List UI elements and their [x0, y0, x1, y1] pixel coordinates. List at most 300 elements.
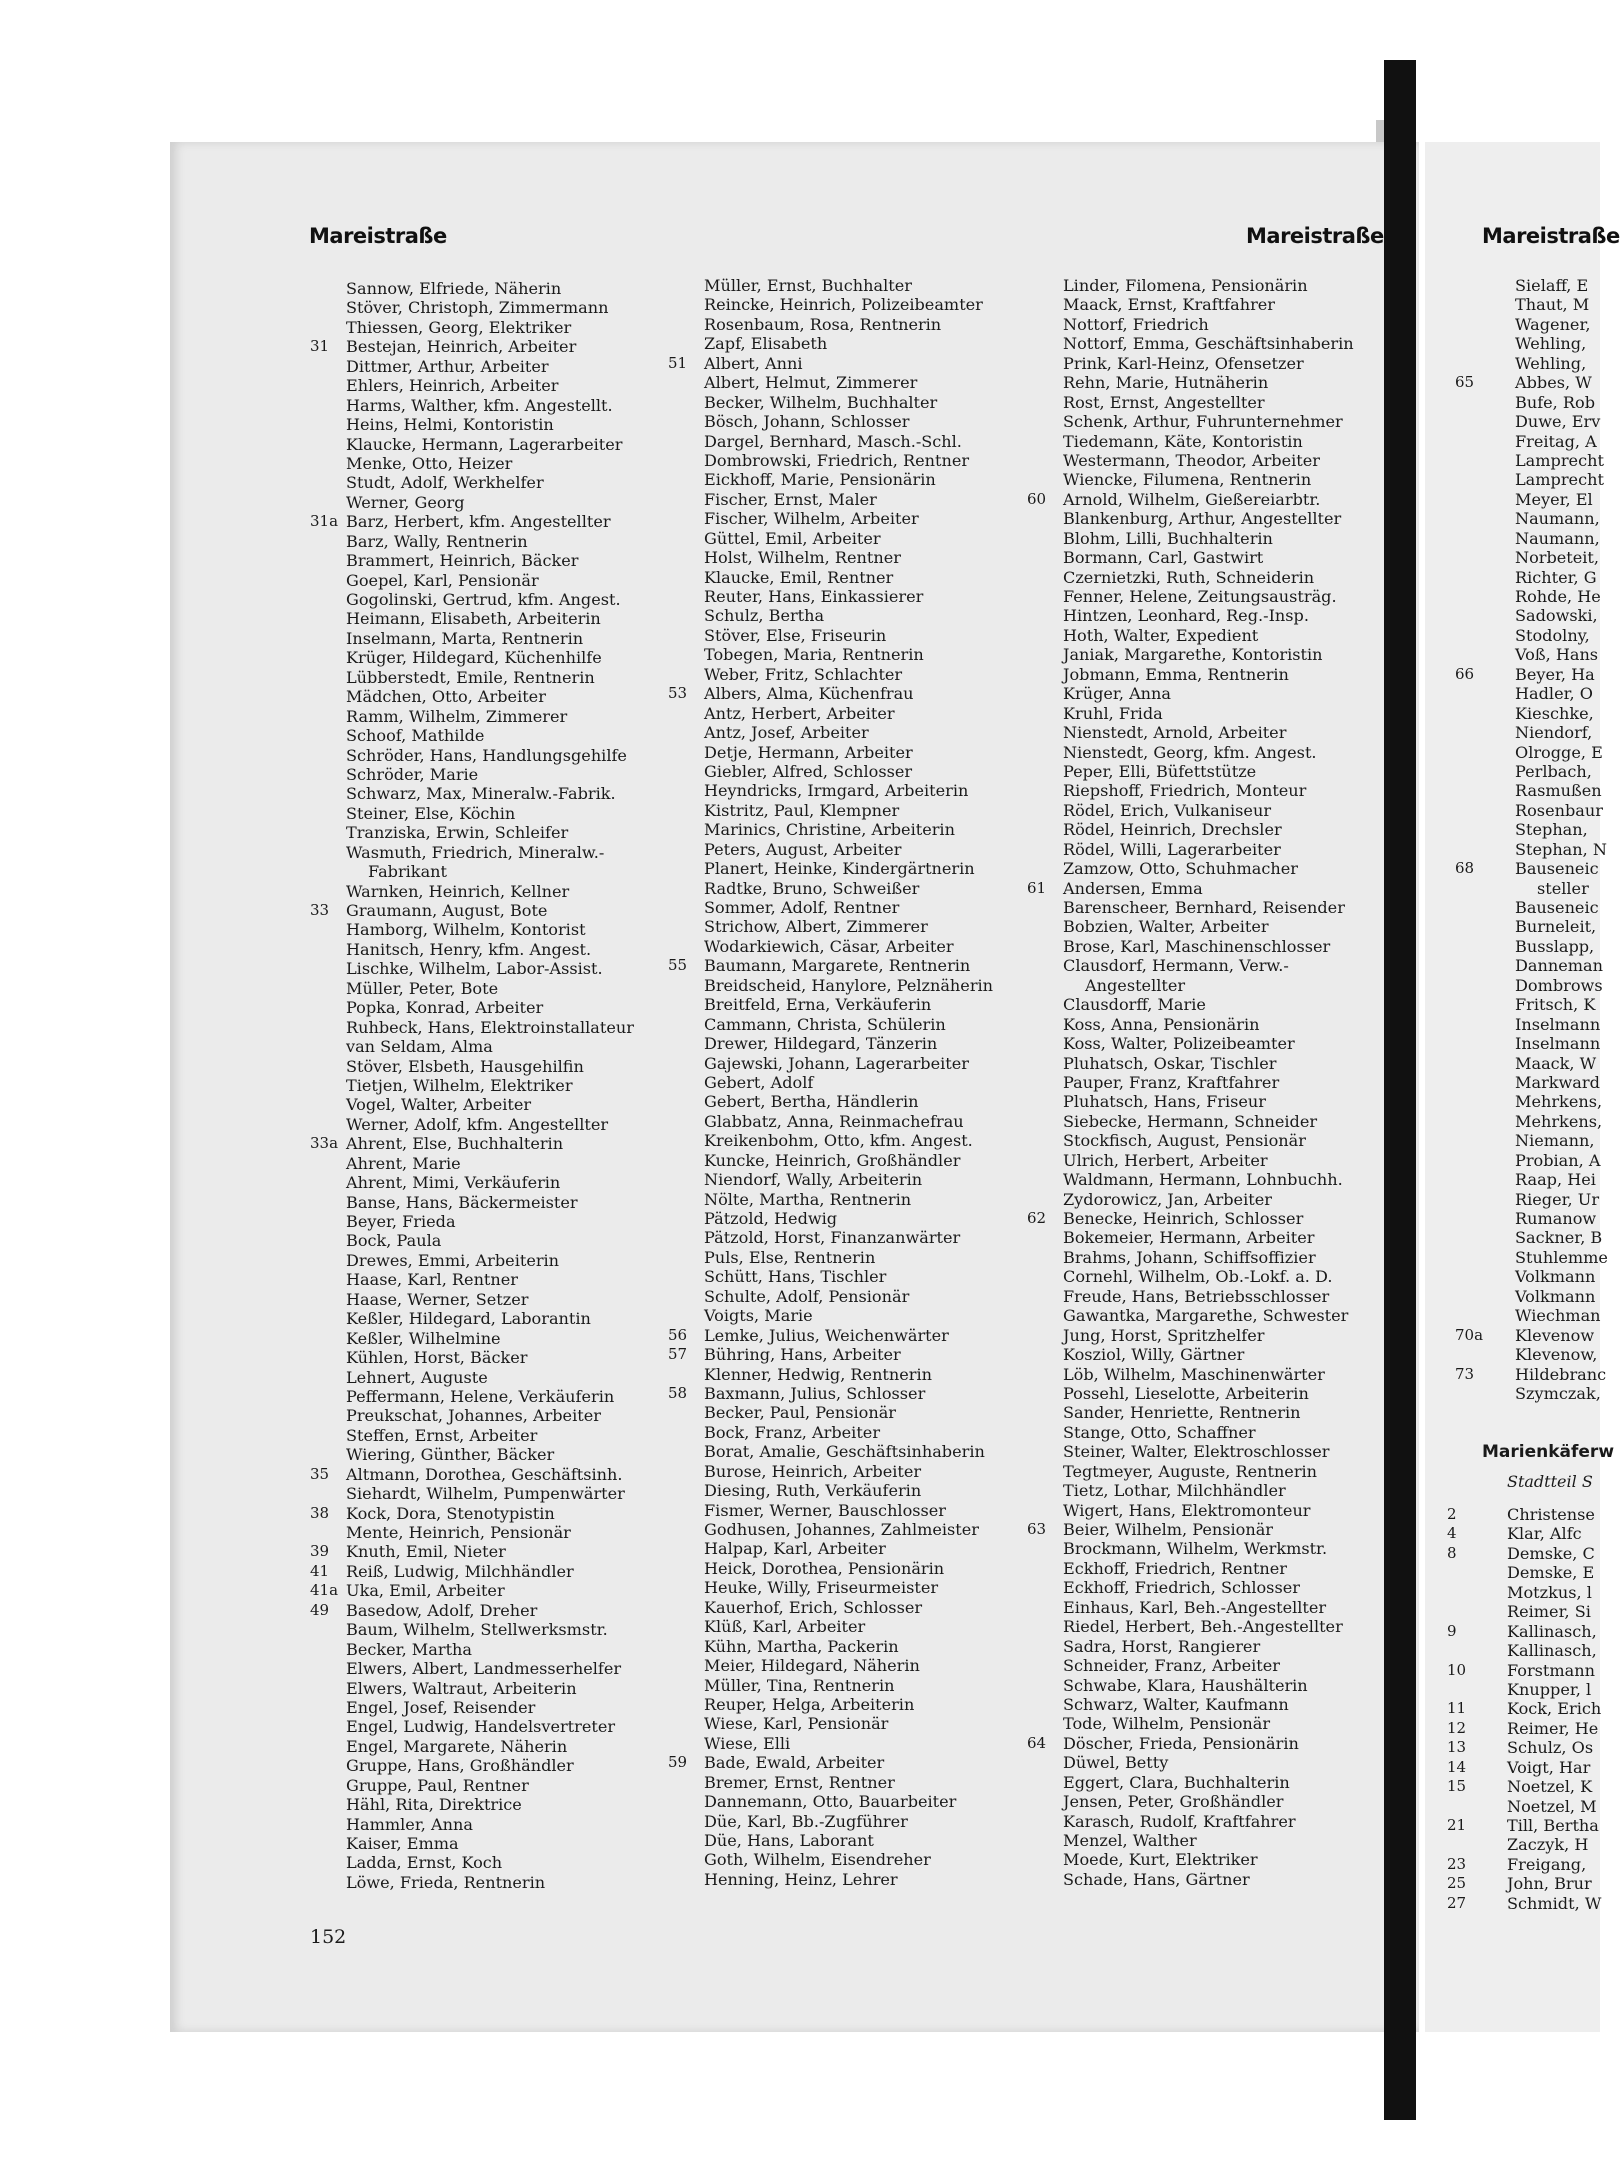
- resident-text: Banse, Hans, Bäckermeister: [346, 1192, 578, 1212]
- directory-entry: [346, 493, 634, 512]
- resident-text: Kallinasch,: [1507, 1641, 1597, 1661]
- directory-entry: [346, 1620, 634, 1639]
- resident-text: Bestejan, Heinrich, Arbeiter: [346, 337, 577, 357]
- directory-entry: [1507, 1680, 1601, 1699]
- resident-text: Baumann, Margarete, Rentnerin: [704, 956, 971, 976]
- resident-text: Kühn, Martha, Packerin: [704, 1636, 899, 1656]
- resident-text: Holst, Wilhelm, Rentner: [704, 548, 901, 568]
- directory-entry: [704, 1054, 993, 1073]
- resident-text: Engel, Ludwig, Handelsvertreter: [346, 1717, 616, 1737]
- resident-text: Reincke, Heinrich, Polizeibeamter: [704, 295, 983, 315]
- directory-entry: [1447, 1893, 1602, 1913]
- directory-entry: [346, 1173, 634, 1192]
- resident-text: Fismer, Werner, Bauschlosser: [704, 1500, 947, 1520]
- resident-text: Kallinasch,: [1507, 1621, 1597, 1641]
- directory-entry: [1063, 1112, 1354, 1131]
- resident-text: Wagener,: [1515, 314, 1591, 334]
- directory-entry: [310, 901, 634, 920]
- directory-entry: [310, 337, 634, 357]
- directory-entry: [346, 1251, 634, 1270]
- directory-entry: [704, 470, 993, 489]
- directory-entry: [1515, 1384, 1608, 1403]
- directory-entry: [346, 376, 634, 395]
- directory-entry: [1063, 432, 1354, 451]
- resident-text: Drewes, Emmi, Arbeiterin: [346, 1250, 560, 1270]
- book-gutter: [1384, 60, 1416, 2120]
- directory-entry: [1063, 276, 1354, 295]
- directory-entry: [704, 1559, 993, 1578]
- directory-entry: [346, 571, 634, 590]
- directory-entry: [346, 1679, 634, 1698]
- directory-entry: [310, 1464, 634, 1484]
- house-number: 57: [668, 1345, 688, 1364]
- resident-text: Eggert, Clara, Buchhalterin: [1063, 1772, 1290, 1792]
- resident-text: Antz, Herbert, Arbeiter: [704, 703, 895, 723]
- directory-entry: [704, 295, 993, 314]
- directory-entry: [1455, 1325, 1608, 1345]
- resident-text: Sielaff, E: [1515, 276, 1589, 295]
- directory-entry: [1447, 1699, 1602, 1719]
- directory-entry: [346, 804, 634, 823]
- resident-text: Angestellter: [1085, 975, 1186, 995]
- directory-entry: [1447, 1543, 1601, 1563]
- directory-entry: [1063, 645, 1354, 664]
- resident-text: Pätzold, Horst, Finanzanwärter: [704, 1228, 961, 1248]
- directory-entry: [704, 1539, 993, 1558]
- resident-text: Pauper, Franz, Kraftfahrer: [1063, 1072, 1280, 1092]
- directory-entry: [1515, 1170, 1608, 1189]
- directory-entry: [1447, 1874, 1601, 1894]
- directory-entry: [704, 723, 993, 742]
- resident-text: Henning, Heinz, Lehrer: [704, 1869, 898, 1889]
- directory-entry: [346, 1776, 634, 1795]
- resident-text: Kistritz, Paul, Klempner: [704, 800, 900, 820]
- directory-entry: [704, 1365, 993, 1384]
- directory-entry: [1063, 1753, 1354, 1772]
- resident-text: Voigts, Marie: [704, 1306, 813, 1326]
- resident-text: Arnold, Wilhelm, Gießereiarbtr.: [1063, 489, 1321, 509]
- directory-entry: [1515, 1112, 1608, 1131]
- directory-entry: [346, 1309, 634, 1328]
- directory-entry: [704, 1442, 993, 1461]
- resident-text: Keßler, Hildegard, Laborantin: [346, 1309, 591, 1329]
- directory-entry: [668, 1345, 993, 1365]
- house-number: 55: [668, 956, 688, 975]
- resident-text: Maack, Ernst, Kraftfahrer: [1063, 295, 1275, 315]
- resident-text: Wodarkiewich, Cäsar, Arbeiter: [704, 936, 954, 956]
- directory-entry: [1515, 315, 1608, 334]
- directory-entry: [1063, 1403, 1354, 1422]
- resident-text: Nienstedt, Georg, kfm. Angest.: [1063, 742, 1317, 762]
- directory-entry: [1063, 1539, 1354, 1558]
- directory-entry: [346, 1154, 634, 1173]
- directory-entry: [1063, 1306, 1354, 1325]
- resident-text: Schneider, Franz, Arbeiter: [1063, 1656, 1280, 1676]
- resident-text: Fischer, Wilhelm, Arbeiter: [704, 509, 919, 529]
- directory-entry: [346, 1698, 634, 1717]
- resident-text: Düwel, Betty: [1063, 1753, 1169, 1773]
- resident-text: Eckhoff, Friedrich, Rentner: [1063, 1558, 1287, 1578]
- directory-entry: [668, 353, 993, 373]
- directory-entry: [346, 1795, 634, 1814]
- resident-text: Forstmann: [1507, 1660, 1595, 1680]
- directory-entry: [1515, 1054, 1608, 1073]
- resident-text: Waldmann, Hermann, Lohnbuchh.: [1063, 1170, 1343, 1190]
- directory-entry: [704, 820, 993, 839]
- resident-text: Kreikenbohm, Otto, kfm. Angest.: [704, 1131, 973, 1151]
- house-number: 61: [1027, 878, 1047, 897]
- column-4: [1455, 276, 1608, 1403]
- resident-text: Planert, Heinke, Kindergärtnerin: [704, 859, 975, 879]
- directory-entry: [704, 1034, 993, 1053]
- resident-text: Brammert, Heinrich, Bäcker: [346, 551, 579, 571]
- resident-text: Possehl, Lieselotte, Arbeiterin: [1063, 1383, 1309, 1403]
- directory-entry: [1063, 917, 1354, 936]
- resident-text: Heick, Dorothea, Pensionärin: [704, 1558, 945, 1578]
- directory-entry: [1063, 1015, 1354, 1034]
- directory-entry: [704, 704, 993, 723]
- directory-entry: [310, 1134, 634, 1154]
- column-3: [1027, 276, 1354, 1889]
- resident-text: Löb, Wilhelm, Maschinenwärter: [1063, 1364, 1325, 1384]
- directory-entry: [1063, 1442, 1354, 1461]
- resident-text: Vogel, Walter, Arbeiter: [346, 1095, 532, 1115]
- directory-entry: [704, 917, 993, 936]
- resident-text: Beier, Wilhelm, Pensionär: [1063, 1520, 1274, 1539]
- directory-entry: [1063, 840, 1354, 859]
- resident-text: Knupper, l: [1507, 1679, 1592, 1699]
- resident-text: Volkmann: [1515, 1267, 1596, 1287]
- resident-text: Tegtmeyer, Auguste, Rentnerin: [1063, 1461, 1318, 1481]
- resident-text: Müller, Peter, Bote: [346, 978, 499, 998]
- directory-entry: [1063, 295, 1354, 314]
- resident-text: Werner, Georg: [346, 492, 465, 512]
- directory-entry: [704, 373, 993, 392]
- resident-text: Fenner, Helene, Zeitungsausträg.: [1063, 587, 1337, 606]
- resident-text: Wiering, Günther, Bäcker: [346, 1445, 555, 1465]
- directory-entry: [1515, 1228, 1608, 1247]
- directory-entry: [346, 1659, 634, 1678]
- directory-entry: [346, 318, 634, 337]
- directory-entry: [346, 415, 634, 434]
- resident-text: Hanitsch, Henry, kfm. Angest.: [346, 939, 592, 959]
- resident-text: Stöver, Else, Friseurin: [704, 625, 887, 645]
- house-number: 21: [1447, 1816, 1467, 1834]
- resident-text: Werner, Adolf, kfm. Angestellter: [346, 1114, 609, 1134]
- directory-entry: [346, 765, 634, 784]
- directory-entry: [346, 979, 634, 998]
- directory-entry: [1027, 489, 1354, 509]
- resident-text: Stöver, Christoph, Zimmermann: [346, 298, 609, 318]
- resident-text: Schwarz, Walter, Kaufmann: [1063, 1694, 1289, 1714]
- directory-entry: [1515, 509, 1608, 528]
- resident-text: Nottorf, Friedrich: [1063, 314, 1209, 334]
- resident-text: Steiner, Else, Köchin: [346, 803, 516, 823]
- directory-entry: [1515, 568, 1608, 587]
- resident-text: Voß, Hans: [1515, 645, 1599, 665]
- directory-entry: [346, 551, 634, 570]
- directory-entry: [704, 1695, 993, 1714]
- directory-entry: [1063, 937, 1354, 956]
- resident-text: Bauseneic: [1515, 859, 1599, 879]
- resident-text: Naumann,: [1515, 528, 1600, 548]
- resident-text: Pluhatsch, Oskar, Tischler: [1063, 1053, 1277, 1073]
- house-number: 66: [1455, 664, 1475, 683]
- resident-text: Hoth, Walter, Expedient: [1063, 625, 1259, 645]
- resident-text: Breidscheid, Hanylore, Pelznäherin: [704, 975, 994, 995]
- directory-entry: [346, 532, 634, 551]
- directory-entry: [1063, 1617, 1354, 1636]
- directory-entry: [1063, 509, 1354, 528]
- resident-text: Lamprecht: [1515, 470, 1604, 490]
- directory-entry: [704, 1850, 993, 1869]
- directory-entry: [1063, 1073, 1354, 1092]
- resident-text: Bremer, Ernst, Rentner: [704, 1772, 895, 1792]
- resident-text: Reiß, Ludwig, Milchhändler: [346, 1561, 574, 1581]
- resident-text: Stodolny,: [1515, 625, 1590, 645]
- resident-text: Mädchen, Otto, Arbeiter: [346, 687, 546, 707]
- resident-text: Steffen, Ernst, Arbeiter: [346, 1425, 538, 1445]
- directory-entry: [1515, 1015, 1608, 1034]
- resident-text: Diesing, Ruth, Verkäuferin: [704, 1481, 922, 1501]
- directory-entry: [1063, 1462, 1354, 1481]
- resident-text: Lischke, Wilhelm, Labor-Assist.: [346, 959, 603, 979]
- house-number: 68: [1455, 859, 1475, 878]
- directory-entry: [1515, 1209, 1608, 1228]
- resident-text: Sommer, Adolf, Rentner: [704, 898, 900, 917]
- resident-text: Bormann, Carl, Gastwirt: [1063, 548, 1264, 568]
- directory-entry: [1063, 801, 1354, 820]
- directory-entry: [704, 451, 993, 470]
- resident-text: Dargel, Bernhard, Masch.-Schl.: [704, 431, 962, 451]
- resident-text: Popka, Konrad, Arbeiter: [346, 998, 544, 1018]
- directory-entry: [1515, 606, 1608, 625]
- directory-entry: [1447, 1757, 1601, 1777]
- directory-entry: [704, 334, 993, 353]
- directory-entry: [704, 1520, 993, 1539]
- directory-entry: [704, 1073, 993, 1092]
- directory-entry: [346, 959, 634, 978]
- resident-text: Giebler, Alfred, Schlosser: [704, 761, 913, 781]
- resident-text: Schmidt, W: [1507, 1893, 1602, 1913]
- resident-text: Bühring, Hans, Arbeiter: [704, 1345, 901, 1365]
- directory-entry: [1515, 820, 1608, 839]
- resident-text: Burneleit,: [1515, 917, 1597, 937]
- resident-text: Perlbach,: [1515, 761, 1592, 781]
- house-number: 27: [1447, 1893, 1467, 1912]
- directory-entry: [1515, 704, 1608, 723]
- resident-text: Mehrkens,: [1515, 1092, 1603, 1112]
- resident-text: Steiner, Walter, Elektroschlosser: [1063, 1442, 1330, 1462]
- directory-entry: [1063, 1054, 1354, 1073]
- resident-text: Clausdorff, Marie: [1063, 995, 1206, 1015]
- directory-entry: [346, 1290, 634, 1309]
- resident-text: Bade, Ewald, Arbeiter: [704, 1753, 885, 1773]
- resident-text: Voigt, Har: [1507, 1757, 1591, 1777]
- directory-entry: [1063, 1598, 1354, 1617]
- directory-entry: [1515, 432, 1608, 451]
- resident-text: Knuth, Emil, Nieter: [346, 1542, 506, 1562]
- directory-entry: [704, 859, 993, 878]
- resident-text: Altmann, Dorothea, Geschäftsinh.: [346, 1464, 623, 1484]
- resident-text: Radtke, Bruno, Schweißer: [704, 878, 920, 898]
- directory-entry: [346, 920, 634, 939]
- resident-text: Stange, Otto, Schaffner: [1063, 1422, 1256, 1442]
- resident-text: Menzel, Walther: [1063, 1831, 1197, 1850]
- directory-entry: [704, 1598, 993, 1617]
- house-number: 63: [1027, 1520, 1047, 1538]
- resident-text: Rödel, Erich, Vulkaniseur: [1063, 800, 1272, 820]
- house-number: 15: [1447, 1777, 1467, 1796]
- house-number: 38: [310, 1503, 330, 1522]
- directory-entry: [346, 1873, 634, 1892]
- resident-text: Antz, Josef, Arbeiter: [704, 723, 869, 743]
- house-number: 2: [1447, 1505, 1457, 1523]
- resident-text: Heyndricks, Irmgard, Arbeiterin: [704, 781, 969, 801]
- directory-entry: [346, 1406, 634, 1425]
- resident-text: Rödel, Heinrich, Drechsler: [1063, 820, 1282, 840]
- resident-text: Gruppe, Hans, Großhändler: [346, 1756, 574, 1776]
- resident-text: Klaucke, Emil, Rentner: [704, 567, 894, 587]
- header-right: Mareistraße: [1246, 224, 1384, 248]
- directory-entry: [1027, 1520, 1354, 1539]
- resident-text: Stuhlemme: [1515, 1247, 1608, 1267]
- resident-text: Klevenow: [1515, 1325, 1595, 1345]
- resident-text: Tobegen, Maria, Rentnerin: [704, 645, 924, 665]
- resident-text: Reimer, Si: [1507, 1602, 1591, 1622]
- house-number: 23: [1447, 1854, 1467, 1873]
- resident-text: Beyer, Ha: [1515, 664, 1595, 684]
- directory-entry: [346, 823, 634, 842]
- resident-text: Olrogge, E: [1515, 742, 1603, 762]
- resident-text: Till, Bertha: [1507, 1816, 1599, 1835]
- resident-text: Lehnert, Auguste: [346, 1367, 488, 1387]
- directory-entry: [1515, 412, 1608, 431]
- directory-entry: [704, 976, 993, 995]
- house-number: 31: [310, 337, 330, 356]
- house-number: 59: [668, 1753, 688, 1772]
- directory-entry: [1063, 548, 1354, 567]
- house-number: 35: [310, 1464, 330, 1483]
- directory-entry: [704, 1812, 993, 1831]
- directory-entry: [346, 1523, 634, 1542]
- resident-text: Barz, Herbert, kfm. Angestellter: [346, 512, 611, 532]
- directory-entry: [1063, 684, 1354, 703]
- directory-entry: [704, 995, 993, 1014]
- resident-text: Puls, Else, Rentnerin: [704, 1247, 876, 1267]
- directory-entry: [1507, 1583, 1601, 1602]
- resident-text: Meier, Hildegard, Näherin: [704, 1656, 920, 1676]
- resident-text: Koss, Walter, Polizeibeamter: [1063, 1034, 1295, 1054]
- directory-entry: [1063, 743, 1354, 762]
- directory-entry: [704, 1209, 993, 1228]
- directory-entry: [1063, 1559, 1354, 1578]
- resident-text: Koss, Anna, Pensionärin: [1063, 1014, 1260, 1034]
- resident-text: Beyer, Frieda: [346, 1212, 456, 1231]
- directory-entry: [704, 1714, 993, 1733]
- directory-entry: [346, 1737, 634, 1756]
- resident-text: Güttel, Emil, Arbeiter: [704, 528, 881, 548]
- resident-text: Glabbatz, Anna, Reinmachefrau: [704, 1111, 964, 1131]
- directory-entry: [1507, 1563, 1601, 1582]
- directory-entry: [1063, 723, 1354, 742]
- house-number: 10: [1447, 1660, 1467, 1679]
- directory-entry: [1507, 1835, 1601, 1854]
- resident-text: Karasch, Rudolf, Kraftfahrer: [1063, 1811, 1296, 1831]
- directory-entry: [346, 1640, 634, 1659]
- resident-text: Schütt, Hans, Tischler: [704, 1267, 887, 1287]
- resident-text: Motzkus, l: [1507, 1582, 1592, 1602]
- resident-text: Tranziska, Erwin, Schleifer: [346, 823, 569, 843]
- house-number: 11: [1447, 1699, 1467, 1718]
- resident-text: Rumanow: [1515, 1209, 1597, 1228]
- directory-entry: [1515, 393, 1608, 412]
- resident-text: Wehling,: [1515, 334, 1587, 354]
- directory-entry: [346, 1853, 634, 1872]
- directory-entry: [346, 1037, 634, 1056]
- resident-text: Noetzel, M: [1507, 1796, 1597, 1816]
- directory-entry: [1515, 976, 1608, 995]
- resident-text: Rohde, He: [1515, 587, 1601, 606]
- resident-text: Niendorf, Wally, Arbeiterin: [704, 1170, 923, 1190]
- directory-entry: [1063, 1345, 1354, 1364]
- resident-text: Ehlers, Heinrich, Arbeiter: [346, 376, 559, 396]
- resident-text: Lamprecht: [1515, 450, 1604, 470]
- directory-entry: [704, 1190, 993, 1209]
- directory-entry: [1515, 295, 1608, 314]
- directory-entry: [704, 1170, 993, 1189]
- resident-text: Thaut, M: [1515, 295, 1590, 315]
- resident-text: Weber, Fritz, Schlachter: [704, 664, 903, 684]
- directory-entry: [704, 937, 993, 956]
- house-number: 58: [668, 1383, 688, 1402]
- house-number: 33a: [310, 1134, 339, 1153]
- resident-text: Goth, Wilhelm, Eisendreher: [704, 1850, 931, 1870]
- directory-entry: [704, 1228, 993, 1247]
- resident-text: Kruhl, Frida: [1063, 703, 1163, 723]
- resident-text: Reuper, Helga, Arbeiterin: [704, 1694, 915, 1714]
- directory-entry: [1515, 334, 1608, 353]
- resident-text: Meyer, El: [1515, 489, 1593, 509]
- resident-text: Albert, Anni: [704, 353, 803, 373]
- resident-text: Zapf, Elisabeth: [704, 334, 828, 354]
- resident-text: Schulz, Os: [1507, 1738, 1594, 1758]
- directory-entry: [704, 898, 993, 917]
- directory-entry: [704, 1617, 993, 1636]
- resident-text: Jobmann, Emma, Rentnerin: [1063, 664, 1289, 684]
- resident-text: Albert, Helmut, Zimmerer: [704, 373, 918, 393]
- resident-text: Ramm, Wilhelm, Zimmerer: [346, 706, 568, 726]
- resident-text: Rosenbaum, Rosa, Rentnerin: [704, 314, 942, 334]
- directory-entry: [704, 1248, 993, 1267]
- directory-entry: [346, 1387, 634, 1406]
- resident-text: Cornehl, Wilhelm, Ob.-Lokf. a. D.: [1063, 1267, 1333, 1287]
- resident-text: Barenscheer, Bernhard, Reisender: [1063, 898, 1345, 917]
- resident-text: Clausdorf, Hermann, Verw.-: [1063, 956, 1289, 976]
- resident-text: Prink, Karl-Heinz, Ofensetzer: [1063, 353, 1304, 373]
- resident-text: Klaucke, Hermann, Lagerarbeiter: [346, 434, 623, 454]
- directory-entry: [1515, 1306, 1608, 1325]
- resident-text: Richter, G: [1515, 567, 1597, 587]
- directory-entry: [1515, 354, 1608, 373]
- resident-text: Rieger, Ur: [1515, 1189, 1600, 1209]
- resident-text: Bobzien, Walter, Arbeiter: [1063, 917, 1269, 937]
- directory-entry: [1455, 664, 1608, 684]
- resident-text: van Seldam, Alma: [346, 1037, 493, 1057]
- resident-text: Pluhatsch, Hans, Friseur: [1063, 1092, 1266, 1112]
- directory-entry: [1515, 529, 1608, 548]
- directory-entry: [346, 1212, 634, 1231]
